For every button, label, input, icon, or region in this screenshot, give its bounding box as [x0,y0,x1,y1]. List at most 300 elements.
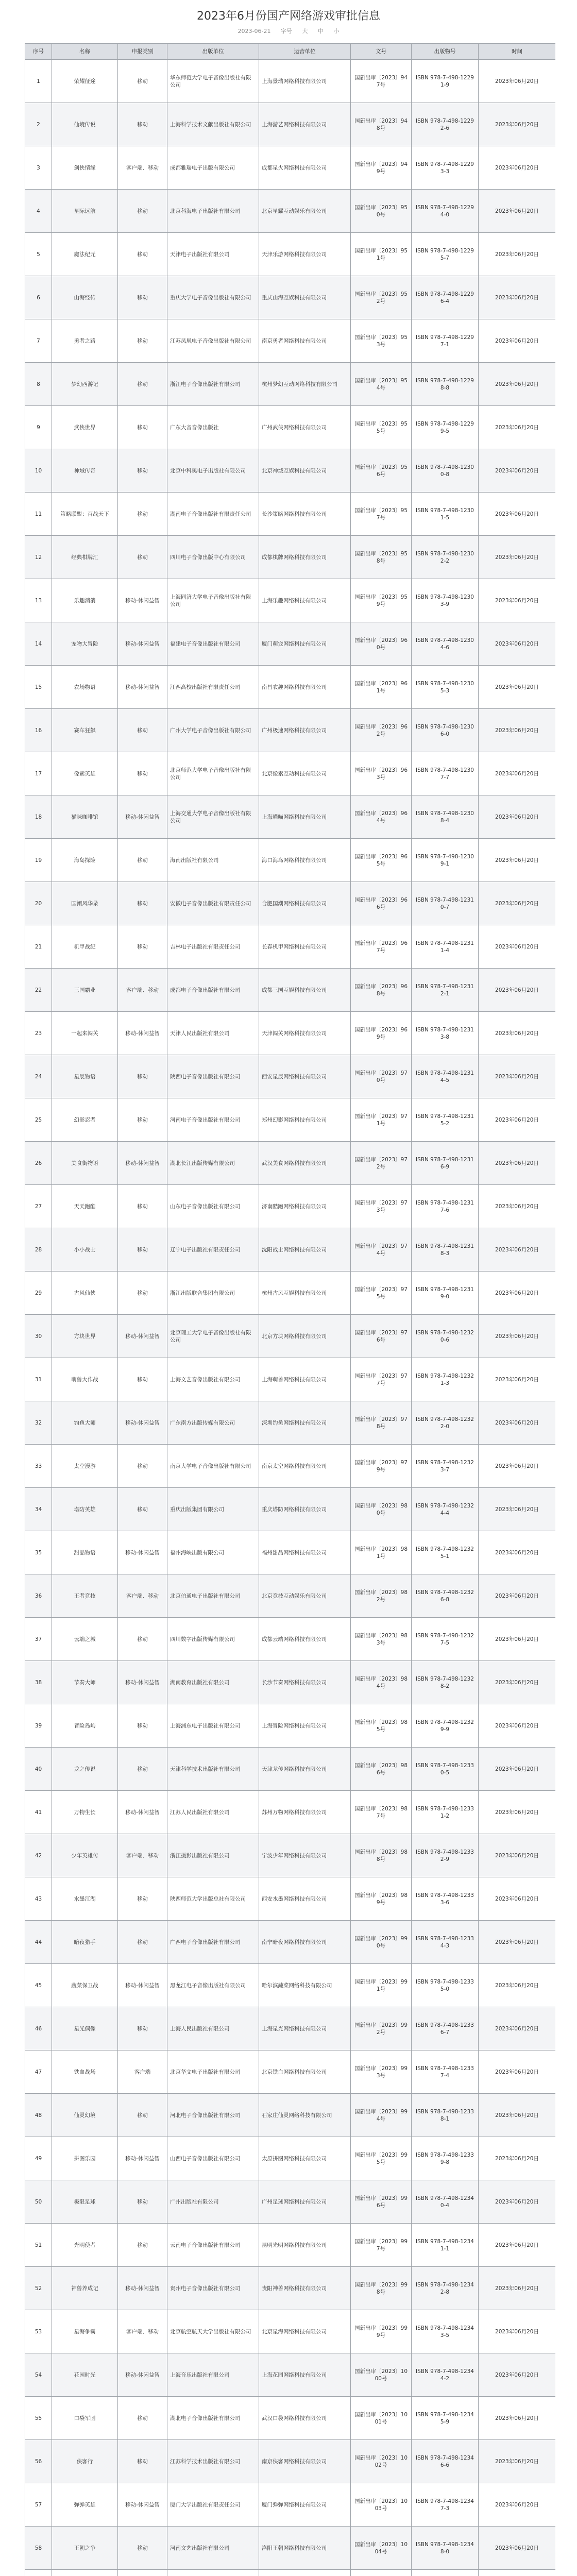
table-row [25,839,556,882]
cell-approval-no: 国新出审〔2023〕970号 [351,1055,412,1098]
table-row [25,190,556,233]
cell-operator: 天津乐游网络科技有限公司 [259,233,351,276]
cell-publisher: 天津电子出版社有限公司 [167,233,259,276]
cell-category: 移动 [118,1358,167,1401]
cell-seq: 49 [25,2137,52,2180]
table-row [25,2527,556,2570]
table-row [25,2094,556,2137]
cell-approval-no: 国新出审〔2023〕976号 [351,1315,412,1358]
cell-approval-no: 国新出审〔2023〕951号 [351,233,412,276]
cell-operator: 北京铁血网络科技有限公司 [259,2050,351,2094]
cell-category: 客户端 [118,2050,167,2094]
table-row [25,1272,556,1315]
cell-date: 2023年06月20日 [479,1964,556,2007]
cell-operator: 广州足球网络科技有限公司 [259,2180,351,2224]
cell-isbn: ISBN 978-7-498-12328-2 [412,1661,479,1704]
cell-operator: 武汉口袋网络科技有限公司 [259,2397,351,2440]
table-row [25,2224,556,2267]
cell-seq: 57 [25,2483,52,2527]
cell-operator: 南宁暗夜网络科技有限公司 [259,1921,351,1964]
cell-date: 2023年06月20日 [479,1531,556,1574]
cell-seq: 7 [25,319,52,363]
cell-name: 幻影忍者 [52,1098,118,1142]
table-row [25,1445,556,1488]
cell-operator: 石家庄仙灵网络科技有限公司 [259,2094,351,2137]
publish-date: 2023-06-21 [237,28,271,35]
cell-date: 2023年06月20日 [479,2267,556,2310]
cell-publisher: 辽宁电子出版社有限责任公司 [167,1228,259,1272]
cell-operator: 太原拼图网络科技有限公司 [259,2137,351,2180]
cell-seq: 31 [25,1358,52,1401]
font-size-small-option[interactable]: 小 [333,28,340,35]
cell-seq: 20 [25,882,52,925]
table-row [25,1055,556,1098]
table-header [25,44,556,60]
cell-date: 2023年06月20日 [479,1834,556,1877]
table-body [25,60,556,2576]
cell-publisher: 湖北电子音像出版社有限公司 [167,2397,259,2440]
table-row [25,406,556,449]
cell-publisher: 广州出版社有限公司 [167,2180,259,2224]
cell-publisher: 福州海峡出版有限公司 [167,1531,259,1574]
cell-date: 2023年06月20日 [479,190,556,233]
column-header-category: 申报类别 [118,44,167,60]
cell-operator [259,2570,351,2576]
cell-seq: 34 [25,1488,52,1531]
cell-isbn: ISBN 978-7-498-12304-6 [412,622,479,666]
cell-approval-no: 国新出审〔2023〕956号 [351,449,412,493]
cell-publisher: 天津人民出版社有限公司 [167,1012,259,1055]
cell-isbn: ISBN 978-7-498-12315-2 [412,1098,479,1142]
cell-date: 2023年06月20日 [479,1921,556,1964]
cell-publisher [167,2570,259,2576]
cell-approval-no: 国新出审〔2023〕972号 [351,1142,412,1185]
cell-publisher: 北京科海电子出版社有限公司 [167,190,259,233]
cell-date: 2023年06月20日 [479,1012,556,1055]
cell-seq: 40 [25,1748,52,1791]
cell-isbn: ISBN 978-7-498-12321-3 [412,1358,479,1401]
cell-seq: 14 [25,622,52,666]
cell-name: 塔防英雄 [52,1488,118,1531]
cell-approval-no: 国新出审〔2023〕1002号 [351,2440,412,2483]
table-row [25,1661,556,1704]
cell-approval-no: 国新出审〔2023〕962号 [351,709,412,752]
table-row [25,233,556,276]
cell-isbn: ISBN 978-7-498-12336-7 [412,2007,479,2050]
cell-date: 2023年06月20日 [479,60,556,103]
cell-publisher: 北京航空航天大学出版社有限公司 [167,2310,259,2353]
cell-seq: 52 [25,2267,52,2310]
cell-approval-no: 国新出审〔2023〕961号 [351,666,412,709]
cell-seq: 4 [25,190,52,233]
cell-approval-no: 国新出审〔2023〕978号 [351,1401,412,1445]
cell-seq: 9 [25,406,52,449]
cell-isbn: ISBN 978-7-498-12343-5 [412,2310,479,2353]
cell-operator: 成都云端网络科技有限公司 [259,1618,351,1661]
cell-name: 甜品物语 [52,1531,118,1574]
cell-seq: 26 [25,1142,52,1185]
cell-category: 移动 [118,2397,167,2440]
cell-publisher: 上海音乐出版社有限公司 [167,2353,259,2397]
cell-publisher: 成都电子音像出版社有限公司 [167,969,259,1012]
cell-date: 2023年06月20日 [479,2094,556,2137]
cell-date: 2023年06月20日 [479,1704,556,1748]
cell-name: 节奏大师 [52,1661,118,1704]
cell-name: 像素英雄 [52,752,118,795]
cell-approval-no: 国新出审〔2023〕988号 [351,1834,412,1877]
cell-seq: 29 [25,1272,52,1315]
cell-seq: 55 [25,2397,52,2440]
cell-operator: 上海景瑞网络科技有限公司 [259,60,351,103]
cell-approval-no: 国新出审〔2023〕986号 [351,1748,412,1791]
cell-name: 勇者之路 [52,319,118,363]
cell-operator: 北京星海网络科技有限公司 [259,2310,351,2353]
cell-date: 2023年06月20日 [479,1315,556,1358]
cell-isbn: ISBN 978-7-498-12342-8 [412,2267,479,2310]
cell-date: 2023年06月20日 [479,493,556,536]
cell-category: 移动-休闲益智 [118,2267,167,2310]
cell-approval-no: 国新出审〔2023〕982号 [351,1574,412,1618]
cell-category: 移动-休闲益智 [118,1531,167,1574]
cell-date: 2023年06月20日 [479,579,556,622]
cell-seq: 2 [25,103,52,146]
cell-approval-no: 国新出审〔2023〕954号 [351,363,412,406]
cell-approval-no: 国新出审〔2023〕977号 [351,1358,412,1401]
table-row [25,2007,556,2050]
cell-date: 2023年06月20日 [479,2483,556,2527]
cell-approval-no: 国新出审〔2023〕981号 [351,1531,412,1574]
cell-name: 云端之城 [52,1618,118,1661]
table-row [25,2570,556,2576]
cell-date: 2023年06月20日 [479,1791,556,1834]
cell-category: 移动 [118,1704,167,1748]
cell-date: 2023年06月20日 [479,1748,556,1791]
cell-isbn: ISBN 978-7-498-12301-5 [412,493,479,536]
cell-category: 移动 [118,233,167,276]
cell-operator: 南京侠客网络科技有限公司 [259,2440,351,2483]
cell-name: 荣耀征途 [52,60,118,103]
cell-approval-no: 国新出审〔2023〕991号 [351,1964,412,2007]
cell-approval-no: 国新出审〔2023〕985号 [351,1704,412,1748]
cell-category: 移动 [118,2094,167,2137]
cell-publisher: 上海人民出版社有限公司 [167,2007,259,2050]
table-row [25,276,556,319]
cell-name: 魔法纪元 [52,233,118,276]
cell-isbn: ISBN 978-7-498-12294-0 [412,190,479,233]
cell-date: 2023年06月20日 [479,925,556,969]
cell-date: 2023年06月20日 [479,1185,556,1228]
cell-operator: 天津闯关网络科技有限公司 [259,1012,351,1055]
cell-seq: 5 [25,233,52,276]
cell-isbn: ISBN 978-7-498-12318-3 [412,1228,479,1272]
cell-approval-no: 国新出审〔2023〕975号 [351,1272,412,1315]
cell-name [52,2570,118,2576]
cell-isbn: ISBN 978-7-498-12293-3 [412,146,479,190]
cell-date: 2023年06月20日 [479,1358,556,1401]
cell-operator: 成都星火网络科技有限公司 [259,146,351,190]
cell-approval-no: 国新出审〔2023〕1000号 [351,2353,412,2397]
cell-isbn: ISBN 978-7-498-12332-9 [412,1834,479,1877]
cell-isbn: ISBN 978-7-498-12317-6 [412,1185,479,1228]
cell-isbn: ISBN 978-7-498-12313-8 [412,1012,479,1055]
cell-approval-no: 国新出审〔2023〕979号 [351,1445,412,1488]
cell-isbn: ISBN 978-7-498-12325-1 [412,1531,479,1574]
cell-name: 小小战士 [52,1228,118,1272]
cell-publisher: 云南电子音像出版社有限公司 [167,2224,259,2267]
cell-category: 移动 [118,1748,167,1791]
cell-name: 梦幻西游记 [52,363,118,406]
cell-approval-no: 国新出审〔2023〕969号 [351,1012,412,1055]
cell-date: 2023年06月20日 [479,2224,556,2267]
cell-publisher: 浙江摄影出版社有限公司 [167,1834,259,1877]
cell-date: 2023年06月20日 [479,319,556,363]
cell-name: 古风仙侠 [52,1272,118,1315]
cell-isbn: ISBN 978-7-498-12305-3 [412,666,479,709]
column-header-publisher: 出版单位 [167,44,259,60]
cell-seq: 30 [25,1315,52,1358]
table-row [25,579,556,622]
cell-approval-no: 国新出审〔2023〕949号 [351,146,412,190]
cell-approval-no: 国新出审〔2023〕957号 [351,493,412,536]
cell-name: 乐趣消消 [52,579,118,622]
cell-date: 2023年06月20日 [479,2527,556,2570]
cell-isbn: ISBN 978-7-498-12300-8 [412,449,479,493]
cell-seq: 46 [25,2007,52,2050]
cell-isbn: ISBN 978-7-498-12331-2 [412,1791,479,1834]
cell-approval-no: 国新出审〔2023〕965号 [351,839,412,882]
cell-name: 钓鱼大师 [52,1401,118,1445]
cell-name: 王者竞技 [52,1574,118,1618]
cell-operator: 南京太空网络科技有限公司 [259,1445,351,1488]
page-title: 2023年6月份国产网络游戏审批信息 [197,10,380,23]
cell-name: 蔬菜保卫战 [52,1964,118,2007]
cell-approval-no: 国新出审〔2023〕973号 [351,1185,412,1228]
cell-seq: 18 [25,795,52,839]
cell-publisher: 厦门大学出版社有限责任公司 [167,2483,259,2527]
cell-date: 2023年06月20日 [479,2007,556,2050]
column-header-name: 名称 [52,44,118,60]
cell-operator: 杭州古风互娱科技有限公司 [259,1272,351,1315]
cell-seq: 32 [25,1401,52,1445]
cell-category: 移动 [118,1877,167,1921]
cell-date: 2023年06月20日 [479,449,556,493]
cell-name: 铁血战场 [52,2050,118,2094]
cell-seq: 56 [25,2440,52,2483]
cell-publisher: 吉林电子出版社有限责任公司 [167,925,259,969]
cell-isbn: ISBN 978-7-498-12337-4 [412,2050,479,2094]
cell-category: 客户端、移动 [118,969,167,1012]
table-header-row [25,44,556,60]
cell-seq: 39 [25,1704,52,1748]
table-row [25,2397,556,2440]
cell-category: 移动 [118,752,167,795]
cell-name: 暗夜猎手 [52,1921,118,1964]
cell-operator: 北京像素互动科技有限公司 [259,752,351,795]
font-size-large-option[interactable]: 大 [302,28,308,35]
cell-category: 移动 [118,406,167,449]
cell-date: 2023年06月20日 [479,622,556,666]
cell-operator: 合肥国潮网络科技有限公司 [259,882,351,925]
cell-date: 2023年06月20日 [479,2397,556,2440]
cell-isbn: ISBN 978-7-498-12338-1 [412,2094,479,2137]
cell-category: 移动-休闲益智 [118,666,167,709]
cell-name: 龙之传说 [52,1748,118,1791]
cell-publisher: 北京伯通电子出版社有限公司 [167,1574,259,1618]
column-header-seq: 序号 [25,44,52,60]
cell-category: 客户端、移动 [118,1834,167,1877]
cell-publisher: 湖北长江出版传媒有限公司 [167,1142,259,1185]
cell-isbn: ISBN 978-7-498-12298-8 [412,363,479,406]
cell-isbn: ISBN 978-7-498-12314-5 [412,1055,479,1098]
cell-category: 移动 [118,1055,167,1098]
cell-date: 2023年06月20日 [479,406,556,449]
cell-approval-no: 国新出审〔2023〕967号 [351,925,412,969]
cell-seq: 28 [25,1228,52,1272]
cell-isbn: ISBN 978-7-498-12329-9 [412,1704,479,1748]
cell-approval-no: 国新出审〔2023〕958号 [351,536,412,579]
cell-date: 2023年06月20日 [479,709,556,752]
cell-publisher: 江苏凤凰电子音像出版社有限公司 [167,319,259,363]
cell-category: 移动 [118,1185,167,1228]
cell-operator: 长沙节奏网络科技有限公司 [259,1661,351,1704]
cell-approval-no: 国新出审〔2023〕947号 [351,60,412,103]
cell-publisher: 华东师范大学电子音像出版社有限公司 [167,60,259,103]
cell-isbn: ISBN 978-7-498-12339-8 [412,2137,479,2180]
cell-approval-no: 国新出审〔2023〕983号 [351,1618,412,1661]
table-row [25,1488,556,1531]
cell-name: 星光偶像 [52,2007,118,2050]
cell-name: 万物生长 [52,1791,118,1834]
cell-publisher: 福建电子音像出版社有限公司 [167,622,259,666]
font-size-label: 字号 [280,28,292,35]
cell-isbn [412,2570,479,2576]
table-row [25,1358,556,1401]
cell-seq: 17 [25,752,52,795]
cell-seq: 16 [25,709,52,752]
cell-category: 移动-休闲益智 [118,579,167,622]
cell-isbn: ISBN 978-7-498-12299-5 [412,406,479,449]
cell-seq: 21 [25,925,52,969]
cell-category: 移动 [118,276,167,319]
cell-name: 一起来闯关 [52,1012,118,1055]
table-row [25,1574,556,1618]
cell-isbn: ISBN 978-7-498-12330-5 [412,1748,479,1791]
table-row [25,1185,556,1228]
cell-operator: 长沙策略网络科技有限公司 [259,493,351,536]
table-row [25,1228,556,1272]
cell-seq: 24 [25,1055,52,1098]
table-row [25,60,556,103]
cell-seq: 15 [25,666,52,709]
column-header-date: 时间 [479,44,556,60]
cell-name: 星海争霸 [52,2310,118,2353]
cell-seq: 51 [25,2224,52,2267]
cell-publisher: 安徽电子音像出版社有限责任公司 [167,882,259,925]
cell-publisher: 海南出版社有限公司 [167,839,259,882]
cell-name: 弹弹英雄 [52,2483,118,2527]
cell-category: 客户端、移动 [118,146,167,190]
cell-name: 光明使者 [52,2224,118,2267]
cell-operator: 上海乐趣网络科技有限公司 [259,579,351,622]
cell-approval-no: 国新出审〔2023〕953号 [351,319,412,363]
cell-name: 花园时光 [52,2353,118,2397]
cell-seq: 43 [25,1877,52,1921]
font-size-medium-option[interactable]: 中 [317,28,324,35]
cell-name: 太空漫游 [52,1445,118,1488]
cell-name: 农场物语 [52,666,118,709]
cell-date: 2023年06月20日 [479,2137,556,2180]
cell-date: 2023年06月20日 [479,233,556,276]
cell-operator: 郑州幻影网络科技有限公司 [259,1098,351,1142]
cell-isbn: ISBN 978-7-498-12296-4 [412,276,479,319]
cell-operator: 重庆山海互娱科技有限公司 [259,276,351,319]
cell-publisher: 广东南方出版传媒有限公司 [167,1401,259,1445]
cell-date: 2023年06月20日 [479,1618,556,1661]
cell-date: 2023年06月20日 [479,2440,556,2483]
cell-approval-no: 国新出审〔2023〕998号 [351,2267,412,2310]
cell-isbn: ISBN 978-7-498-12312-1 [412,969,479,1012]
table-row [25,969,556,1012]
cell-seq: 10 [25,449,52,493]
table-row [25,1315,556,1358]
cell-date: 2023年06月20日 [479,839,556,882]
cell-seq: 54 [25,2353,52,2397]
column-header-operator: 运营单位 [259,44,351,60]
cell-operator: 厦门萌宠网络科技有限公司 [259,622,351,666]
cell-seq [25,2570,52,2576]
cell-publisher: 贵州电子音像出版社有限公司 [167,2267,259,2310]
cell-category: 移动 [118,449,167,493]
cell-date: 2023年06月20日 [479,882,556,925]
cell-date: 2023年06月20日 [479,363,556,406]
cell-publisher: 河北电子音像出版社有限公司 [167,2094,259,2137]
cell-category: 移动-休闲益智 [118,1964,167,2007]
cell-seq: 11 [25,493,52,536]
cell-isbn: ISBN 978-7-498-12324-4 [412,1488,479,1531]
cell-category: 移动 [118,60,167,103]
cell-category: 移动 [118,536,167,579]
cell-seq: 35 [25,1531,52,1574]
cell-approval-no: 国新出审〔2023〕952号 [351,276,412,319]
cell-publisher: 浙江电子音像出版社有限公司 [167,363,259,406]
cell-operator: 南昌农趣网络科技有限公司 [259,666,351,709]
cell-date: 2023年06月20日 [479,2353,556,2397]
table-row [25,1618,556,1661]
cell-seq: 42 [25,1834,52,1877]
cell-isbn: ISBN 978-7-498-12306-0 [412,709,479,752]
cell-date: 2023年06月20日 [479,1142,556,1185]
cell-category: 客户端、移动 [118,2310,167,2353]
cell-operator: 重庆塔防网络科技有限公司 [259,1488,351,1531]
table-row [25,1877,556,1921]
cell-approval-no [351,2570,412,2576]
cell-date: 2023年06月20日 [479,536,556,579]
cell-category: 移动 [118,2440,167,2483]
cell-operator: 北京星耀互动娱乐有限公司 [259,190,351,233]
cell-date: 2023年06月20日 [479,1574,556,1618]
table-row [25,2440,556,2483]
table-row [25,1964,556,2007]
cell-publisher: 四川电子音像出版中心有限公司 [167,536,259,579]
cell-isbn: ISBN 978-7-498-12310-7 [412,882,479,925]
cell-approval-no: 国新出审〔2023〕968号 [351,969,412,1012]
article-meta [0,27,577,35]
cell-approval-no: 国新出审〔2023〕1001号 [351,2397,412,2440]
table-row [25,1012,556,1055]
cell-name: 口袋军团 [52,2397,118,2440]
column-header-approval-no: 文号 [351,44,412,60]
cell-approval-no: 国新出审〔2023〕980号 [351,1488,412,1531]
